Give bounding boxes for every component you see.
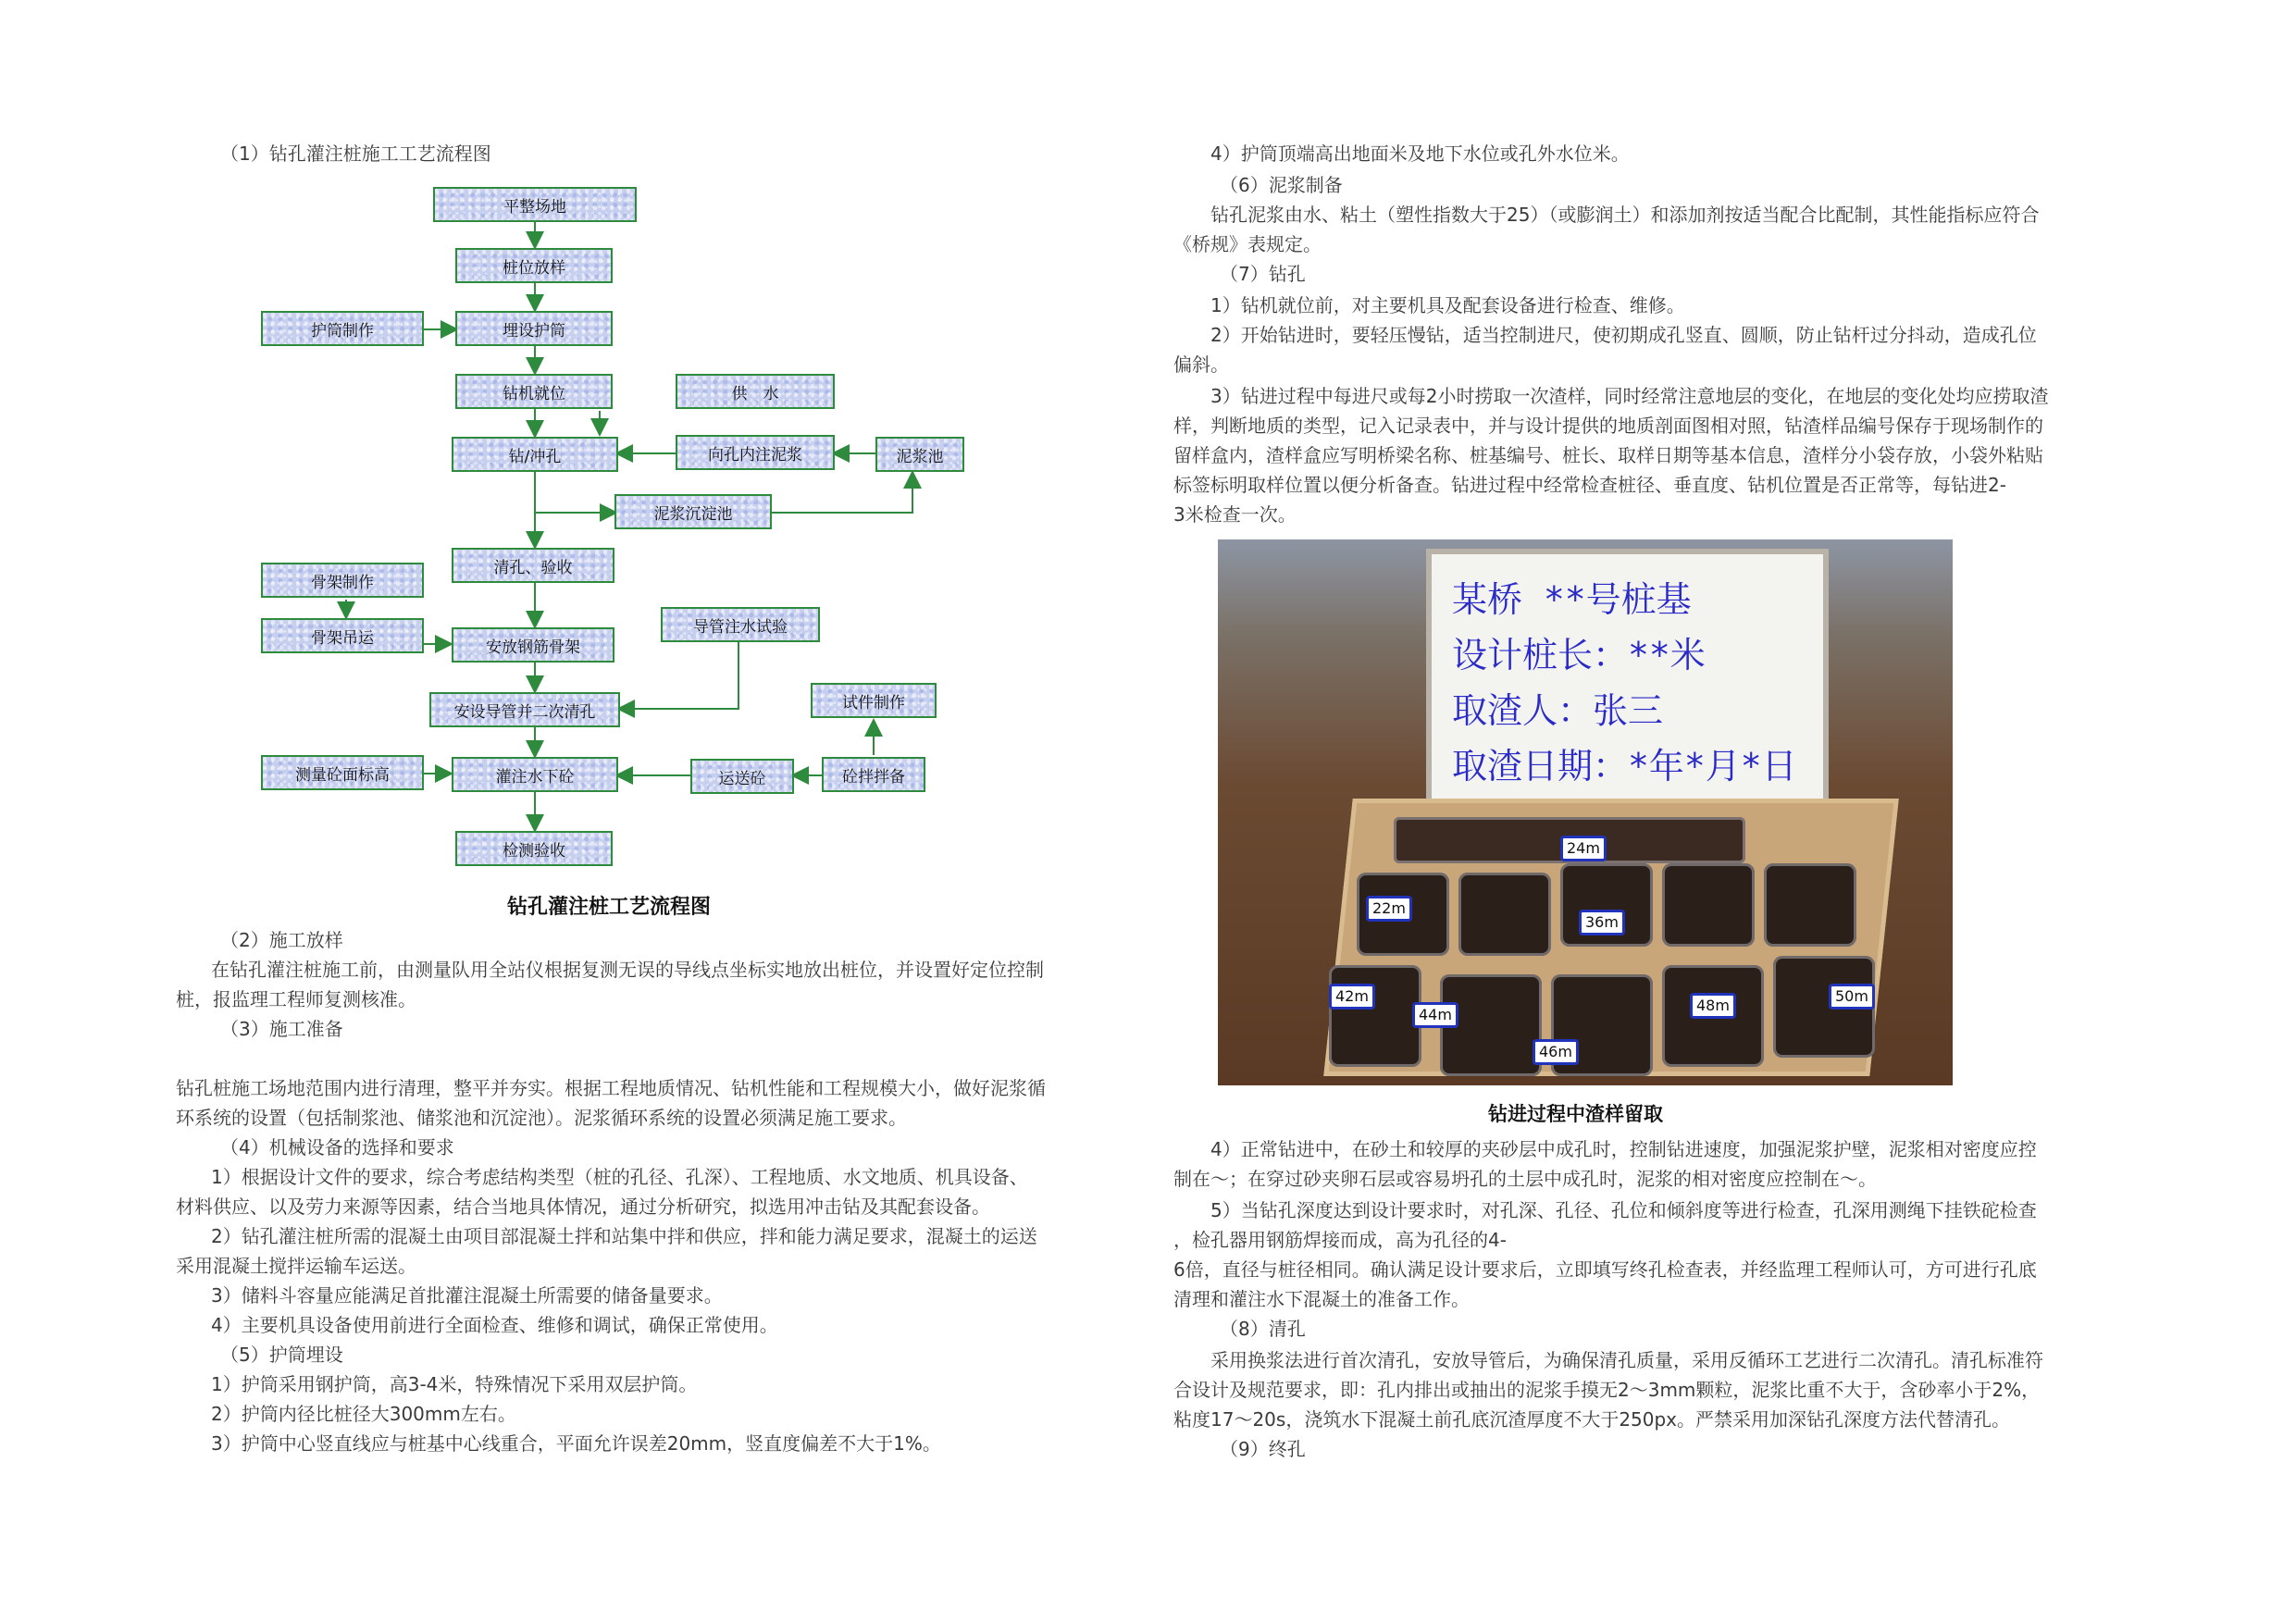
heading-flowchart: （1）钻孔灌注桩施工工艺流程图 <box>220 142 491 165</box>
section-6-heading: （6）泥浆制备 <box>1220 174 1343 196</box>
section-5-heading: （5）护筒埋设 <box>220 1344 343 1366</box>
flow-node-pile-layout: 桩位放样 <box>455 248 613 283</box>
flow-node-inspection: 检测验收 <box>455 831 613 866</box>
photo-caption: 钻进过程中渣样留取 <box>1488 1103 1663 1125</box>
paragraph-line: 制在～；在穿过砂夹卵石层或容易坍孔的土层中成孔时，泥浆的相对密度应控制在～。 <box>1173 1168 1877 1190</box>
flow-node-water-supply: 供 水 <box>676 374 835 409</box>
flow-node-pipe-water-test: 导管注水试验 <box>661 607 820 642</box>
flow-node-rig-positioning: 钻机就位 <box>455 374 613 409</box>
flow-node-slurry-pool: 泥浆池 <box>875 437 964 472</box>
paragraph-line: 在钻孔灌注桩施工前，由测量队用全站仪根据复测无误的导线点坐标实地放出桩位，并设置好定位控制 <box>211 959 1044 981</box>
paragraph-line: 3米检查一次。 <box>1173 503 1297 526</box>
section-9-heading: （9）终孔 <box>1220 1438 1306 1460</box>
paragraph-line: 钻孔桩施工场地范围内进行清理，整平并夯实。根据工程地质情况、钻机性能和工程规模大小，做好泥浆循 <box>176 1077 1046 1099</box>
flow-node-cage-making: 骨架制作 <box>261 563 424 598</box>
paragraph-line: 采用换浆法进行首次清孔，安放导管后，为确保清孔质量，采用反循环工艺进行二次清孔。清孔标准符 <box>1210 1349 2043 1371</box>
flow-node-specimen-making: 试件制作 <box>811 683 937 718</box>
sample-depth-tag: 50m <box>1829 984 1875 1010</box>
paragraph-line: 1）根据设计文件的要求，综合考虑结构类型（桩的孔径、孔深）、工程地质、水文地质、机具设备、 <box>211 1166 1028 1188</box>
flow-node-underwater-pour: 灌注水下砼 <box>452 757 618 792</box>
paragraph-line: 桩，报监理工程师复测核准。 <box>176 988 416 1010</box>
flow-node-casing-making: 护筒制作 <box>261 311 424 346</box>
sample-bag <box>1662 863 1755 947</box>
flow-node-settling-pool: 泥浆沉淀池 <box>614 494 772 529</box>
flow-node-casing-burying: 埋设护筒 <box>455 311 613 346</box>
paragraph-line: 钻孔泥浆由水、粘土（塑性指数大于25）（或膨润土）和添加剂按适当配合比配制，其性能指标应符合 <box>1210 204 2040 226</box>
paragraph-line: 清理和灌注水下混凝土的准备工作。 <box>1173 1288 1470 1310</box>
paragraph-line: 1）钻机就位前，对主要机具及配套设备进行检查、维修。 <box>1210 294 1685 316</box>
flow-node-drilling: 钻/冲孔 <box>452 437 618 472</box>
paragraph-line: 2）开始钻进时，要轻压慢钻，适当控制进尺，使初期成孔竖直、圆顺，防止钻杆过分抖动，造成孔位 <box>1210 324 2037 346</box>
paragraph-line: 2）护筒内径比桩径大300mm左右。 <box>211 1403 516 1425</box>
paragraph-line: 偏斜。 <box>1173 353 1229 376</box>
flow-node-concrete-mixing: 砼拌拌备 <box>822 757 925 792</box>
paragraph-line: ，检孔器用钢筋焊接而成，高为孔径的4- <box>1173 1229 1507 1251</box>
sample-depth-tag: 46m <box>1533 1039 1579 1065</box>
flow-node-pipe-install: 安设导管并二次清孔 <box>429 692 620 727</box>
section-7-heading: （7）钻孔 <box>1220 263 1306 285</box>
whiteboard-text: 设计桩长：**米 <box>1452 635 1706 675</box>
sample-depth-tag: 22m <box>1366 896 1412 922</box>
paragraph-line: 留样盒内，渣样盒应写明桥梁名称、桩基编号、桩长、取样日期等基本信息，渣样分小袋存放，小袋外粘贴 <box>1173 444 2043 466</box>
paragraph-line: 材料供应、以及劳力来源等因素，结合当地具体情况，通过分析研究，拟选用冲击钻及其配套设备。 <box>176 1196 990 1218</box>
flow-node-cage-placing: 安放钢筋骨架 <box>452 627 614 663</box>
sample-bag <box>1329 965 1421 1067</box>
flow-node-cage-hoisting: 骨架吊运 <box>261 618 424 653</box>
flow-node-concrete-transport: 运送砼 <box>690 759 794 794</box>
sample-bag <box>1458 873 1551 956</box>
section-2-heading: （2）施工放样 <box>220 929 343 951</box>
paragraph-line: 3）钻进过程中每进尺或每2小时捞取一次渣样，同时经常注意地层的变化，在地层的变化处均应捞取渣 <box>1210 385 2049 407</box>
paragraph-line: 4）护筒顶端高出地面米及地下水位或孔外水位米。 <box>1210 142 1630 165</box>
paragraph-line: 5）当钻孔深度达到设计要求时，对孔深、孔径、孔位和倾斜度等进行检查，孔深用测绳下挂铁砣检查 <box>1210 1199 2037 1221</box>
process-flowchart <box>257 181 944 885</box>
sample-depth-tag: 44m <box>1412 1002 1458 1028</box>
paragraph-line: 粘度17～20s，浇筑水下混凝土前孔底沉渣厚度不大于250px。严禁采用加深钻孔深度方法代替清孔。 <box>1173 1408 2011 1431</box>
paragraph-line: 2）钻孔灌注桩所需的混凝土由项目部混凝土拌和站集中拌和供应，拌和能力满足要求，混凝土的运送 <box>211 1225 1037 1247</box>
whiteboard-text: 某桥 **号桩基 <box>1452 579 1692 620</box>
sample-depth-tag: 36m <box>1579 910 1625 935</box>
paragraph-line: 《桥规》表规定。 <box>1173 233 1322 255</box>
whiteboard-text: 取渣人：张三 <box>1452 690 1664 731</box>
paragraph-line: 合设计及规范要求，即：孔内排出或抽出的泥浆手摸无2～3mm颗粒，泥浆比重不大于，含砂率小于2%， <box>1173 1379 2041 1401</box>
paragraph-line: 1）护筒采用钢护筒，高3-4米，特殊情况下采用双层护筒。 <box>211 1373 698 1395</box>
section-8-heading: （8）清孔 <box>1220 1318 1306 1340</box>
sample-depth-tag: 42m <box>1329 984 1375 1010</box>
paragraph-line: 标签标明取样位置以便分析备查。钻进过程中经常检查桩径、垂直度、钻机位置是否正常等，每钻进2- <box>1173 474 2006 496</box>
paragraph-line: 6倍，直径与桩径相同。确认满足设计要求后，立即填写终孔检查表，并经监理工程师认可，方可进行孔底 <box>1173 1258 2037 1281</box>
flow-node-hole-cleaning: 清孔、验收 <box>452 548 614 583</box>
paragraph-line: 环系统的设置（包括制浆池、储浆池和沉淀池）。泥浆循环系统的设置必须满足施工要求。 <box>176 1107 907 1129</box>
sample-depth-tag: 24m <box>1560 836 1607 861</box>
section-3-heading: （3）施工准备 <box>220 1018 343 1040</box>
sample-whiteboard <box>1426 549 1829 822</box>
slag-sample-photo <box>1218 539 1953 1085</box>
flow-node-slurry-injection: 向孔内注泥浆 <box>676 435 835 470</box>
paragraph-line: 3）护筒中心竖直线应与桩基中心线重合，平面允许误差20mm，竖直度偏差不大于1%。 <box>211 1432 941 1455</box>
sample-bag <box>1764 863 1856 947</box>
sample-depth-tag: 48m <box>1690 993 1736 1019</box>
flow-node-site-leveling: 平整场地 <box>433 187 637 222</box>
flowchart-caption: 钻孔灌注桩工艺流程图 <box>507 896 712 919</box>
section-4-heading: （4）机械设备的选择和要求 <box>220 1136 454 1158</box>
paragraph-line: 4）正常钻进中，在砂土和较厚的夹砂层中成孔时，控制钻进速度，加强泥浆护壁，泥浆相对密度应控 <box>1210 1138 2037 1160</box>
paragraph-line: 3）储料斗容量应能满足首批灌注混凝土所需要的储备量要求。 <box>211 1284 723 1307</box>
whiteboard-text: 取渣日期：*年*月*日 <box>1452 746 1797 787</box>
paragraph-line: 样，判断地质的类型，记入记录表中，并与设计提供的地质剖面图相对照，钻渣样品编号保存于现场制作的 <box>1173 415 2043 437</box>
flow-node-level-measure: 测量砼面标高 <box>261 755 424 790</box>
paragraph-line: 4）主要机具设备使用前进行全面检查、维修和调试，确保正常使用。 <box>211 1314 778 1336</box>
paragraph-line: 采用混凝土搅拌运输车运送。 <box>176 1255 416 1277</box>
